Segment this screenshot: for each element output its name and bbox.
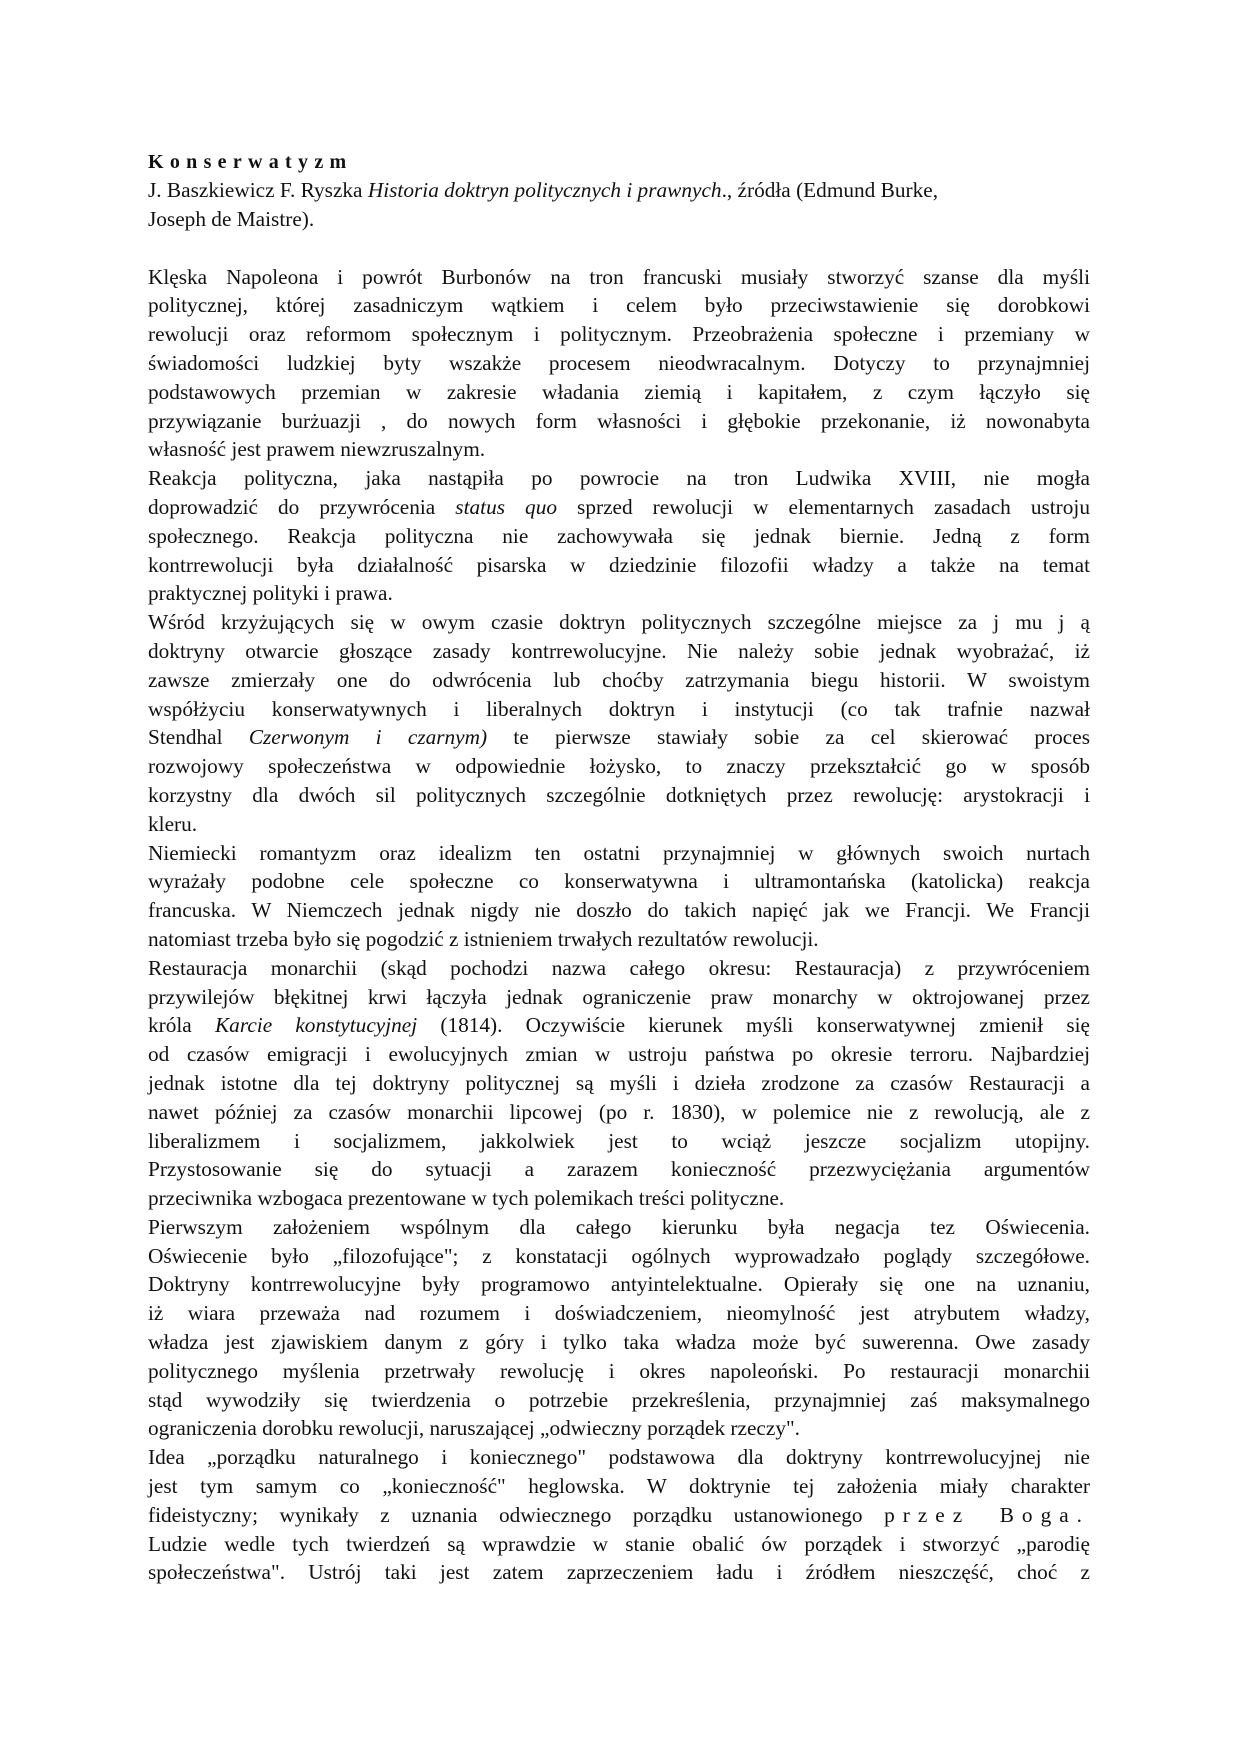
text-line: podstawowych przemian w zakresie władania ziemią i kapitałem, z czym łączyło się [148, 379, 1090, 404]
text-line: natomiast trzeba było się pogodzić z istnieniem trwałych rezultatów rewolucji. [148, 926, 819, 951]
text-line: liberalizmem i socjalizmem, jakkolwiek jest to wciąż jeszcze socjalizm utopijny. [148, 1128, 1090, 1153]
text-line: ograniczenia dorobku rewolucji, naruszającej „odwieczny porządek rzeczy". [148, 1416, 800, 1441]
text-line: przeciwnika wzbogaca prezentowane w tych polemikach treści polityczne. [148, 1186, 785, 1211]
text-line: wyrażały podobne cele społeczne co konserwatywna i ultramontańska (katolicka) reakcja [148, 869, 1090, 894]
citation-sources: ., źródła (Edmund Burke, [721, 178, 939, 202]
text-line: Niemiecki romantyzm oraz idealizm ten ostatni przynajmniej w głównych swoich nurtach [148, 840, 1090, 865]
blank-line [148, 234, 1090, 263]
paragraph-6 [148, 1213, 1090, 1443]
text-span: króla [148, 1013, 215, 1038]
citation-line-1 [148, 176, 1090, 205]
text-line: politycznej, której zasadniczym wątkiem i celem było przeciwstawienie się dorobkowi [148, 293, 1090, 318]
text-line: doktryny otwarcie głoszące zasady kontrrewolucyjne. Nie należy sobie jednak wyobrażać, iż [148, 638, 1090, 663]
text-line: francuska. W Niemczech jednak nigdy nie doszło do takich napięć jak we Francji. We Francji [148, 898, 1090, 923]
text-line: Wśród krzyżujących się w owym czasie doktryn politycznych szczególne miejsce za j mu j ą [148, 610, 1090, 635]
text-line: świadomości ludzkiej byty wszakże procesem nieodwracalnym. Dotyczy to przynajmniej [148, 350, 1090, 375]
citation-line-2: Joseph de Maistre). [148, 206, 315, 231]
text-line: zawsze zmierzały one do odwrócenia lub choćby zatrzymania biegu historii. W swoistym [148, 667, 1090, 692]
text-line [148, 1501, 1090, 1530]
text-line [148, 493, 1090, 522]
text-line: iż wiara przeważa nad rozumem i doświadczeniem, nieomylność jest atrybutem władzy, [148, 1301, 1090, 1326]
text-line: przywiązanie burżuazji , do nowych form własności i głębokie przekonanie, iż nowonabyta [148, 408, 1090, 433]
text-line [148, 1011, 1090, 1040]
text-line: rewolucji oraz reformom społecznym i politycznym. Przeobrażenia społeczne i przemiany w [148, 322, 1090, 347]
citation-authors: J. Baszkiewicz F. Ryszka [148, 178, 368, 202]
text-line: własność jest prawem niewzruszalnym. [148, 437, 486, 462]
source-citation [148, 176, 1090, 234]
paragraph-2 [148, 464, 1090, 608]
text-line: politycznego myślenia przetrwały rewolucję i okres napoleoński. Po restauracji monarchii [148, 1358, 1090, 1383]
text-line: Klęska Napoleona i powrót Burbonów na tron francuski musiały stworzyć szanse dla myśli [148, 264, 1090, 289]
text-span: sprzed rewolucji w elementarnych zasadach ustroju [557, 494, 1090, 519]
paragraph-1 [148, 263, 1090, 465]
text-line: korzystny dla dwóch sil politycznych szczególnie dotkniętych przez rewolucję: arystokracji i [148, 782, 1090, 807]
text-line: od czasów emigracji i ewolucyjnych zmian w ustroju państwa po okresie terroru. Najbardziej [148, 1042, 1090, 1067]
text-line: przywilejów błękitnej krwi łączyła jednak ograniczenie praw monarchy w oktrojowanej przez [148, 984, 1090, 1009]
text-line: współżyciu konserwatywnych i liberalnych doktryn i instytucji (co tak trafnie nazwał [148, 696, 1090, 721]
text-line: Przystosowanie się do sytuacji a zarazem konieczność przezwyciężania argumentów [148, 1157, 1090, 1182]
text-line: jest tym samym co „konieczność" heglowska. W doktrynie tej założenia miały charakter [148, 1474, 1090, 1499]
text-line: kontrrewolucji była działalność pisarska w dziedzinie filozofii władzy a także na temat [148, 552, 1090, 577]
text-line: stąd wywodziły się twierdzenia o potrzebie przekreślenia, przynajmniej zaś maksymalnego [148, 1387, 1090, 1412]
text-line: społecznego. Reakcja polityczna nie zachowywała się jednak biernie. Jedną z form [148, 523, 1090, 548]
text-span: fideistyczny; wynikały z uznania odwiecznego porządku ustanowionego [148, 1502, 885, 1527]
text-line: społeczeństwa". Ustrój taki jest zatem zaprzeczeniem ładu i źródłem nieszczęść, choć z [148, 1560, 1090, 1585]
spaced-phrase: przez Boga. [884, 1502, 1090, 1527]
italic-phrase: status quo [455, 494, 557, 519]
text-span: (1814). Oczywiście kierunek myśli konserwatywnej zmienił się [417, 1013, 1090, 1038]
paragraph-3 [148, 608, 1090, 838]
document-title: Konserwatyzm [148, 151, 353, 173]
document-page [148, 148, 1090, 1587]
text-line: Idea „porządku naturalnego i koniecznego" podstawowa dla doktryny kontrrewolucyjnej nie [148, 1445, 1090, 1470]
text-line: jednak istotne dla tej doktryny politycznej są myśli i dzieła zrodzone za czasów Restauracji a [148, 1070, 1090, 1095]
italic-phrase: Czerwonym i czarnym) [248, 725, 488, 750]
citation-book-title: Historia doktryn politycznych i prawnych [367, 178, 722, 202]
paragraph-7 [148, 1443, 1090, 1587]
text-line: Pierwszym założeniem wspólnym dla całego kierunku była negacja tez Oświecenia. [148, 1214, 1090, 1239]
text-line: praktycznej polityki i prawa. [148, 581, 393, 606]
text-line: Oświecenie było „filozofujące"; z konstatacji ogólnych wyprowadzało poglądy szczegółowe. [148, 1243, 1090, 1268]
text-span: te pierwsze stawiały sobie za cel skierować proces [487, 725, 1090, 750]
italic-phrase: Karcie konstytucyjnej [214, 1013, 418, 1038]
paragraph-4 [148, 839, 1090, 954]
text-line [148, 723, 1090, 752]
text-line: Doktryny kontrrewolucyjne były programowo antyintelektualne. Opierały się one na uznaniu, [148, 1272, 1090, 1297]
text-line: Reakcja polityczna, jaka nastąpiła po powrocie na tron Ludwika XVIII, nie mogła [148, 466, 1090, 491]
text-line: kleru. [148, 811, 198, 836]
paragraph-5 [148, 954, 1090, 1213]
text-line: rozwojowy społeczeństwa w odpowiednie łożysko, to znaczy przekształcić go w sposób [148, 754, 1090, 779]
text-span: doprowadzić do przywrócenia [148, 494, 456, 519]
text-line: Ludzie wedle tych twierdzeń są wprawdzie w stanie obalić ów porządek i stworzyć „parodię [148, 1531, 1090, 1556]
text-line: nawet później za czasów monarchii lipcowej (po r. 1830), w polemice nie z rewolucją, ale z [148, 1099, 1090, 1124]
text-span: Stendhal [148, 725, 249, 750]
text-line: Restauracja monarchii (skąd pochodzi nazwa całego okresu: Restauracja) z przywróceniem [148, 955, 1090, 980]
text-line: władza jest zjawiskiem danym z góry i tylko taka władza może być suwerenna. Owe zasady [148, 1330, 1090, 1355]
